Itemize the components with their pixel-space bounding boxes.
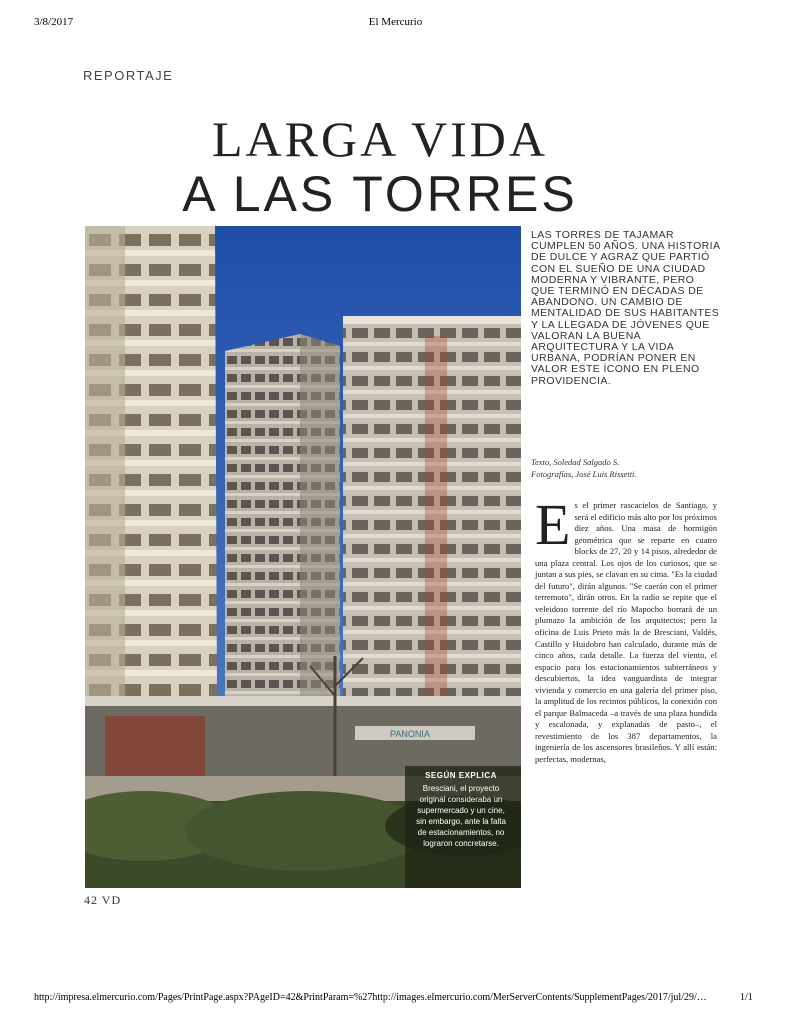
towers-photo <box>85 226 521 888</box>
print-source-url: http://impresa.elmercurio.com/Pages/PrintPage.aspx?PAgeID=42&PrintParam=%27http://images.elmercurio.com/MerServerContents/SupplementPages/2017/jul/29/… <box>34 992 707 1003</box>
print-page-count: 1/1 <box>740 992 753 1003</box>
page-number: 42 VD <box>84 893 122 907</box>
headline-line-1: LARGA VIDA <box>211 111 549 167</box>
photo-caption-title: SEGÚN EXPLICA <box>425 771 497 780</box>
article-credits <box>531 456 721 480</box>
article-body <box>535 492 717 766</box>
drop-cap: E <box>535 492 571 557</box>
photo-caption <box>412 770 510 849</box>
photo-caption-text: Bresciani, el proyecto original consideraba un supermercado y un cine, sin embargo, ante la falta de estacionamientos, no lograron concretarse. <box>416 784 506 848</box>
print-date: 3/8/2017 <box>34 16 74 28</box>
section-label: REPORTAJE <box>83 68 174 83</box>
article-lede: LAS TORRES DE TAJAMAR CUMPLEN 50 AÑOS. UNA HISTORIA DE DULCE Y AGRAZ QUE PARTIÓ CON EL SUEÑO DE UNA CIUDAD MODERNA Y VIBRANTE, PERO QUE TERMINÓ EN DÉCADAS DE ABANDONO. UN CAMBIO DE MENTALIDAD DE SUS HABITANTES Y LA LLEGADA DE JÓVENES QUE VALORAN LA BUENA ARQUITECTURA Y LA VIDA URBANA, PODRÍAN PONER EN VALOR ESTE ÍCONO EN PLENO PROVIDENCIA. <box>531 229 720 387</box>
text-credit: Texto, Soledad Salgado S. <box>531 457 620 467</box>
photo-credit: Fotografías, José Luis Rissetti. <box>531 469 637 479</box>
print-page-title: El Mercurio <box>368 16 423 28</box>
article-body-text: s el primer rascacielos de Santiago, y será el edificio más alto por los próximos diez años. Una masa de hormigón geométrica que se reparte en cuatro blocks de 27, 20 y 14 pisos, alrededor de una plaza central. Los ojos de los curiosos, que se juntan a sus pies, se clavan en su cima. "Es la ciudad del futuro", dirán algunos. "Se caerán con el primer terremoto", dirán otros. En la radio se repite que el veleidoso torrente del río Mapocho borrará de un plumazo la ambición de los arquitectos; pero la oficina de Luis Prieto más la de Bresciani, Valdés, Castillo y Huidobro han calculado, durante más de cinco años, cada detalle. La fuerza del viento, el espacio para los estacionamientos subterráneos y descubiertos, la idea vanguardista de integrar vivienda y comercio en una galería del primer piso, la amplitud de los recintos públicos, la conexión con el parque Balmaceda –a través de una plaza hundida y escalonada, y explanadas de pasto–, el revestimiento de los 387 departamentos, la ingeniería de los ascensores brasileños. Y allí están: perfectas, modernas, <box>535 500 717 765</box>
storefront-sign: PANONIA <box>390 729 430 739</box>
headline-line-2: A LAS TORRES <box>182 166 578 222</box>
